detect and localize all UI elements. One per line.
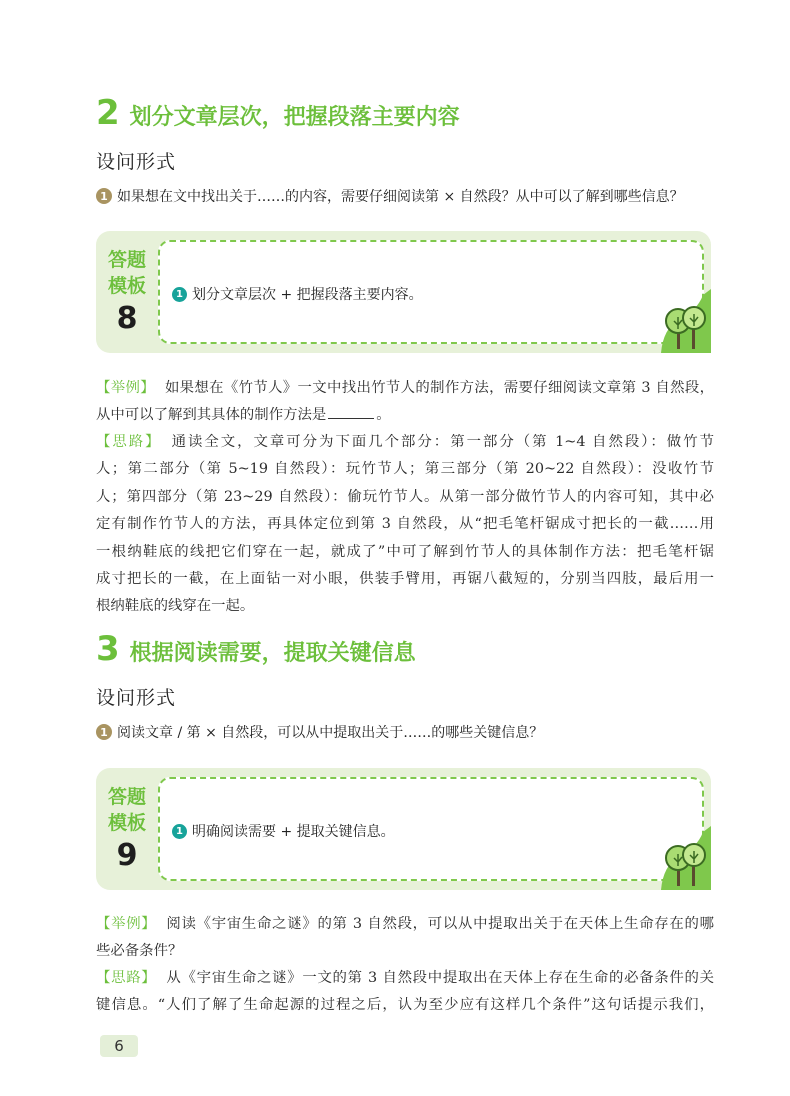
example-tag: 【举例】 [96,916,157,932]
section-2-analysis [96,429,714,621]
analysis-line: 人；第四部分（第 23~29 自然段）：偷玩竹节人。从第一部分做竹节人的内容可知，其中必 [96,488,714,505]
section-2-example [96,375,714,430]
analysis-line: 定有制作竹节人的方法，再具体定位到第 3 自然段，从“把毛笔杆锯成寸把长的一截……用 [96,516,714,533]
section-3-question [96,722,543,742]
example-line-1: 如果想在《竹节人》一文中找出竹节人的制作方法，需要仔细阅读文章第 3 自然段， [164,380,714,396]
template-number: 9 [116,838,138,873]
section-3-example [96,911,714,966]
answer-template-box-8 [96,231,711,353]
analysis-line: 根纳鞋底的线穿在一起。 [96,598,255,615]
question-text: 阅读文章 / 第 × 自然段，可以从中提取出关于……的哪些关键信息？ [117,725,544,741]
trees-icon [661,289,711,353]
question-number-badge: 1 [96,724,112,740]
template-item-badge: 1 [172,287,187,302]
template-label-line1: 答题 [107,249,146,271]
example-line-1: 阅读《宇宙生命之谜》的第 3 自然段，可以从中提取出关于在天体上生命存在的哪 [166,916,714,932]
analysis-tag: 【思路】 [96,970,157,986]
example-line-2: 些必备条件？ [96,943,183,960]
analysis-line-1: 通读全文，文章可分为下面几个部分：第一部分（第 1~4 自然段）：做竹节 [171,434,714,450]
section-2-number: 2 [96,93,120,133]
section-3-subheading: 设问形式 [96,687,177,709]
template-item [172,284,423,304]
template-item-text: 明确阅读需要 + 提取关键信息。 [192,824,395,840]
analysis-line-1: 从《宇宙生命之谜》一文的第 3 自然段中提取出在天体上存在生命的必备条件的关 [166,970,714,986]
template-item-badge: 1 [172,824,187,839]
section-2-heading [96,93,460,133]
template-label [96,231,158,353]
template-content-frame [158,777,704,881]
analysis-line: 一根纳鞋底的线把它们穿在一起，就成了”中可了解到竹节人的具体制作方法：把毛笔杆锯 [96,543,714,560]
example-line-2-end: 。 [376,407,391,424]
analysis-line: 人；第二部分（第 5~19 自然段）：玩竹节人；第三部分（第 20~22 自然段）：没收竹节 [96,461,714,478]
answer-blank [328,406,374,419]
section-3-number: 3 [96,629,120,669]
template-content-frame [158,240,704,344]
section-3-title: 根据阅读需要，提取关键信息 [129,641,416,666]
template-number: 8 [116,301,138,336]
template-label-line1: 答题 [107,786,146,808]
template-label-line2: 模板 [107,275,146,297]
analysis-tag: 【思路】 [96,434,162,450]
example-tag: 【举例】 [96,380,155,396]
template-item [172,821,395,841]
template-label-line2: 模板 [107,812,146,834]
example-line-2: 从中可以了解到其具体的制作方法是 [96,407,327,424]
section-2-subheading: 设问形式 [96,151,177,173]
analysis-line: 成寸把长的一截，在上面钻一对小眼，供装手臂用，再锯八截短的，分别当四肢，最后用一 [96,571,714,588]
section-3-heading [96,629,416,669]
section-2-title: 划分文章层次，把握段落主要内容 [129,105,460,130]
template-label [96,768,158,890]
question-number-badge: 1 [96,188,112,204]
section-2-question [96,186,684,206]
analysis-line-2: 键信息。“人们了解了生命起源的过程之后，认为至少应有这样几个条件”这句话提示我们， [96,997,714,1014]
page-number: 6 [100,1035,138,1057]
trees-icon [661,826,711,890]
template-item-text: 划分文章层次 + 把握段落主要内容。 [192,287,423,303]
section-3-analysis [96,965,714,1020]
answer-template-box-9 [96,768,711,890]
question-text: 如果想在文中找出关于……的内容，需要仔细阅读第 × 自然段？从中可以了解到哪些信息？ [117,189,684,205]
